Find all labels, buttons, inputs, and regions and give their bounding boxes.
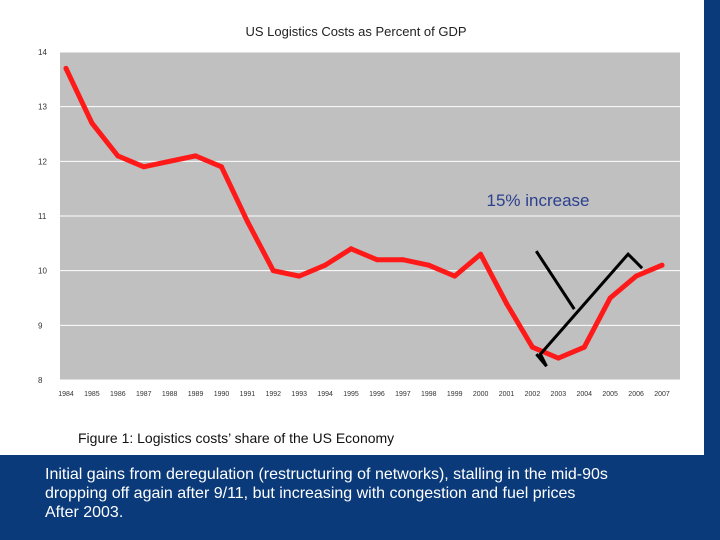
data-point xyxy=(297,274,302,279)
y-tick-label: 13 xyxy=(38,102,47,112)
x-tick-label: 2000 xyxy=(472,391,489,398)
data-point xyxy=(271,268,276,273)
data-point xyxy=(193,153,198,158)
footer-line-3: After 2003. xyxy=(45,504,124,521)
x-tick-label: 1999 xyxy=(446,391,463,398)
x-tick-label: 2003 xyxy=(550,391,567,398)
data-point xyxy=(141,164,146,169)
data-point xyxy=(452,274,457,279)
y-tick-label: 8 xyxy=(38,376,43,385)
y-tick-label: 14 xyxy=(38,48,47,57)
data-point xyxy=(478,252,483,257)
x-tick-label: 1989 xyxy=(187,391,204,398)
data-point xyxy=(167,159,172,164)
line-chart xyxy=(26,14,686,410)
data-point xyxy=(323,263,328,268)
x-tick-label: 1986 xyxy=(110,391,126,398)
x-tick-label: 1985 xyxy=(84,391,100,398)
x-tick-label: 1994 xyxy=(317,391,333,398)
x-tick-label: 1992 xyxy=(265,391,282,398)
data-point xyxy=(634,274,639,279)
x-tick-label: 2006 xyxy=(628,391,644,398)
figure-caption: Figure 1: Logistics costs’ share of the US Economy xyxy=(78,430,395,446)
y-tick-label: 10 xyxy=(38,266,47,276)
footer-line-2: dropping off again after 9/11, but increasing with congestion and fuel prices xyxy=(45,485,576,502)
data-point xyxy=(504,301,509,306)
x-tick-label: 1988 xyxy=(161,391,178,398)
x-tick-label: 1997 xyxy=(395,391,411,398)
y-tick-label: 12 xyxy=(38,157,47,167)
chart-container xyxy=(26,14,686,410)
data-point xyxy=(582,345,587,350)
x-tick-label: 1993 xyxy=(291,391,308,398)
data-point xyxy=(115,153,120,158)
data-point xyxy=(530,345,535,350)
increase-annotation: 15% increase xyxy=(486,191,590,210)
x-axis-ticks xyxy=(58,391,670,398)
data-point xyxy=(608,296,613,301)
x-tick-label: 2004 xyxy=(576,391,593,398)
data-point xyxy=(89,121,94,126)
y-axis-ticks xyxy=(38,48,47,385)
data-point xyxy=(64,66,69,71)
data-point xyxy=(556,356,561,361)
data-point xyxy=(660,263,665,268)
x-tick-label: 1987 xyxy=(135,391,152,398)
x-tick-label: 2001 xyxy=(498,391,515,398)
footer-line-1: Initial gains from deregulation (restructuring of networks), stalling in the mid-90s xyxy=(45,466,608,483)
data-point xyxy=(374,257,379,262)
data-point xyxy=(349,246,354,251)
data-point xyxy=(245,219,250,224)
slide-frame-right xyxy=(704,0,720,455)
x-tick-label: 2007 xyxy=(654,391,670,398)
x-tick-label: 1990 xyxy=(213,391,230,398)
x-tick-label: 1998 xyxy=(420,391,437,398)
y-tick-label: 11 xyxy=(38,212,47,221)
footer-banner xyxy=(0,455,720,540)
data-point xyxy=(426,263,431,268)
x-tick-label: 2002 xyxy=(524,391,541,398)
x-tick-label: 2005 xyxy=(602,391,618,398)
y-tick-label: 9 xyxy=(38,321,43,331)
x-tick-label: 1991 xyxy=(239,391,256,398)
data-point xyxy=(219,164,224,169)
chart-title: US Logistics Costs as Percent of GDP xyxy=(245,24,467,39)
x-tick-label: 1995 xyxy=(343,391,359,398)
data-point xyxy=(400,257,405,262)
x-tick-label: 1984 xyxy=(58,391,74,398)
x-tick-label: 1996 xyxy=(369,391,385,398)
